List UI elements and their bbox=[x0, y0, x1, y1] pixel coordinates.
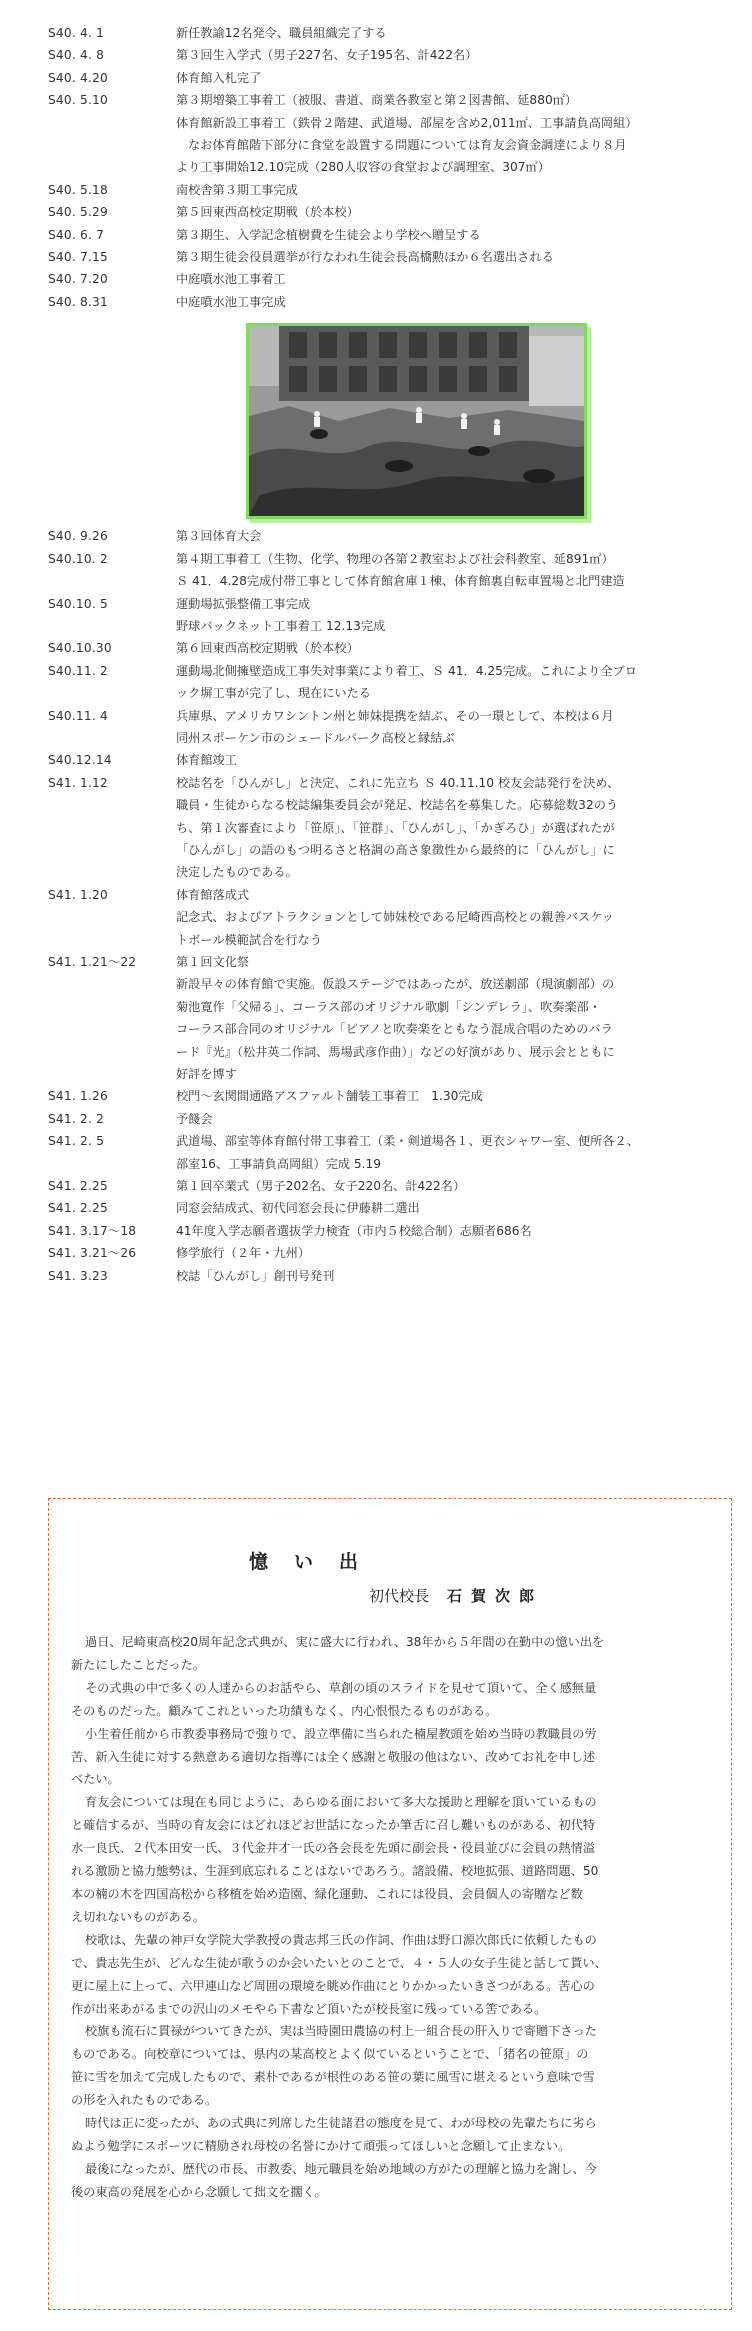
construction-photo bbox=[246, 323, 587, 519]
timeline-entry bbox=[48, 951, 738, 1085]
timeline-entry bbox=[48, 268, 738, 290]
timeline-date: S41. 3.17〜18 bbox=[48, 1223, 137, 1238]
timeline-text-line: 同窓会結成式、初代同窓会長に伊藤耕二選出 bbox=[176, 1201, 420, 1216]
author-role: 初代校長 bbox=[369, 1587, 430, 1605]
timeline-text bbox=[176, 201, 738, 223]
timeline-text bbox=[176, 224, 738, 246]
timeline-date: S40.11. 2 bbox=[48, 663, 108, 678]
timeline-text-line: 第３期生、入学記念植樹費を生徒会より学校へ贈呈する bbox=[176, 227, 481, 242]
memoir-line: え切れないものがある。 bbox=[71, 1909, 206, 1924]
timeline-entry bbox=[48, 1242, 738, 1264]
timeline-text-line: 41年度入学志願者選抜学力検査（市内５校総合制）志願者686名 bbox=[176, 1223, 532, 1238]
timeline-entry bbox=[48, 884, 738, 951]
memoir-line: その式典の中で多くの人達からのお話やら、草創の頃のスライドを見せて頂いて、全く感無量 bbox=[85, 1680, 597, 1695]
memoir-line: と確信するが、当時の育友会にはどれほどお世話になったか筆舌に召し難いものがある、初代特 bbox=[71, 1818, 596, 1833]
timeline-text-line: 体育館新設工事着工（鉄骨２階建、武道場、部屋を含め2,011㎡、工事請負高岡組） bbox=[176, 115, 638, 130]
timeline-entry bbox=[48, 89, 738, 179]
timeline-text-line: 職員・生徒からなる校誌編集委員会が発足、校誌名を募集した。応募総数32のう bbox=[176, 798, 619, 813]
timeline-text bbox=[176, 1108, 738, 1130]
timeline-text-line: より工事開始12.10完成（280人収容の食堂および調理室、307㎡） bbox=[176, 160, 550, 175]
timeline-text-line: ち、第１次審査により「笹原」、「笹群」、「ひんがし」、「かぎろひ」が選ばれたが bbox=[176, 820, 615, 835]
timeline-entry bbox=[48, 1130, 738, 1175]
timeline-text-line: 運動場拡張整備工事完成 bbox=[176, 596, 311, 611]
timeline-entry bbox=[48, 67, 738, 89]
memoir-line: べたい。 bbox=[71, 1772, 120, 1787]
memoir-body bbox=[71, 1631, 716, 2204]
timeline-text-line: トボール模範試合を行なう bbox=[176, 932, 323, 947]
timeline-text bbox=[176, 593, 738, 638]
memoir-line: 水一良氏、２代本田安一氏、３代金井才一氏の各会長を先頭に副会長・役員並びに会員の熱情溢 bbox=[71, 1841, 596, 1856]
timeline-entry bbox=[48, 749, 738, 771]
timeline-text-line: 野球バックネット工事着工 12.13完成 bbox=[176, 618, 386, 633]
timeline-text bbox=[176, 67, 738, 89]
timeline-text bbox=[176, 1085, 738, 1107]
timeline-text-line: ード『光』（松井英二作詞、馬場武彦作曲）」などの好演があり、展示会とともに bbox=[176, 1044, 615, 1059]
timeline-text bbox=[176, 548, 738, 593]
timeline-text-line: 新任教諭12名発令、職員組織完了する bbox=[176, 26, 387, 40]
memoir-line: 更に屋上に上って、六甲連山など周囲の環境を眺め作曲にとりかかったいきさつがある。苦心の bbox=[71, 1978, 595, 1993]
memoir-line: 苦、新入生徒に対する熱意ある適切な指導には全く感謝と敬服の他はない、改めてお礼を申し述 bbox=[71, 1749, 596, 1764]
timeline-date: S41. 2.25 bbox=[48, 1179, 108, 1194]
timeline-text bbox=[176, 660, 738, 705]
timeline-text-line: 同州スポーケン市のシェードルパーク高校と縁結ぶ bbox=[176, 730, 455, 745]
timeline-date: S40.10.30 bbox=[48, 641, 112, 656]
timeline-text bbox=[176, 1197, 738, 1219]
timeline-text bbox=[176, 749, 738, 771]
timeline-text bbox=[176, 1242, 738, 1264]
memoir-line: 校歌は、先輩の神戸女学院大学教授の貴志邦三氏の作詞、作曲は野口源次郎氏に依頼したもの bbox=[85, 1932, 597, 1947]
timeline-entry bbox=[48, 291, 738, 313]
timeline-text-line: 第５回東西高校定期戦（於本校） bbox=[176, 205, 359, 220]
timeline-entry bbox=[48, 637, 738, 659]
timeline-text-line: 体育館落成式 bbox=[176, 887, 250, 902]
timeline-text-line: 運動場北側擁壁造成工事失対事業により着工、Ｓ 41．4.25完成。これにより全ブロ bbox=[176, 663, 637, 678]
timeline-date: S41. 1.12 bbox=[48, 775, 108, 790]
timeline-text-line: 中庭噴水池工事完成 bbox=[176, 294, 286, 309]
timeline-date: S41. 3.21〜26 bbox=[48, 1246, 137, 1261]
timeline-entry bbox=[48, 660, 738, 705]
timeline-entry bbox=[48, 201, 738, 223]
timeline-entry bbox=[48, 1175, 738, 1197]
timeline-entry bbox=[48, 22, 738, 44]
timeline-entry bbox=[48, 179, 738, 201]
timeline-text-line: 校門〜玄関間通路アスファルト舗装工事着工 1.30完成 bbox=[176, 1089, 483, 1104]
timeline-text-line: 南校舎第３期工事完成 bbox=[176, 182, 298, 197]
timeline-text-line: Ｓ 41．4.28完成付帯工事として体育館倉庫１棟、体育館裏自転車置場と北門建造 bbox=[176, 574, 625, 589]
timeline-date: S40. 5.18 bbox=[48, 182, 108, 197]
timeline-entry bbox=[48, 548, 738, 593]
timeline-text-line: なお体育館階下部分に食堂を設置する問題については育友会資金調達により８月 bbox=[188, 138, 627, 153]
timeline-date: S40. 8.31 bbox=[48, 294, 108, 309]
timeline-text bbox=[176, 951, 738, 1085]
timeline-date: S40.11. 4 bbox=[48, 708, 108, 723]
timeline-entry bbox=[48, 44, 738, 66]
timeline-text bbox=[176, 637, 738, 659]
timeline-date: S40. 4.20 bbox=[48, 70, 108, 85]
timeline-date: S41. 1.20 bbox=[48, 887, 108, 902]
history-timeline bbox=[48, 22, 738, 1287]
timeline-text-line: 第１回卒業式（男子202名、女子220名、計422名） bbox=[176, 1179, 466, 1194]
memoir-line: 本の楠の木を四国高松から移植を始め造園、緑化運動、これには役員、会員個人の寄贈など数 bbox=[71, 1886, 583, 1901]
timeline-date: S40.10. 2 bbox=[48, 551, 108, 566]
timeline-text bbox=[176, 246, 738, 268]
memoir-line: で、貴志先生が、どんな生徒が歌うのか会いたいとのことで、４・５人の女子生徒と話して貰い、 bbox=[71, 1955, 607, 1970]
memoir-line: れる激励と協力態勢は、生涯到底忘れることはないであろう。諸設備、校地拡張、道路問題、50 bbox=[71, 1864, 599, 1879]
timeline-text bbox=[176, 1265, 738, 1287]
timeline-date: S40. 5.29 bbox=[48, 205, 108, 220]
memoir-line: 笹に雪を加えて完成したもので、素朴であるが根性のある笹の葉に風雪に堪えるという意味で雪 bbox=[71, 2070, 595, 2085]
timeline-text bbox=[176, 179, 738, 201]
timeline-text bbox=[176, 525, 738, 547]
timeline-text-line: 校誌「ひんがし」創刊号発刊 bbox=[176, 1268, 335, 1283]
timeline-date: S41. 1.26 bbox=[48, 1089, 108, 1104]
timeline-entry bbox=[48, 1085, 738, 1107]
timeline-text bbox=[176, 268, 738, 290]
timeline-text-line: 兵庫県、アメリカワシントン州と姉妹提携を結ぶ、その一環として、本校は６月 bbox=[176, 708, 614, 723]
timeline-text bbox=[176, 1130, 738, 1175]
memoir-line: 時代は正に変ったが、あの式典に列席した生徒諸君の態度を見て、わが母校の先輩たちに劣ら bbox=[85, 2116, 597, 2131]
timeline-text bbox=[176, 44, 738, 66]
memoir-box bbox=[48, 1498, 732, 2310]
timeline-text-line: 中庭噴水池工事着工 bbox=[176, 272, 286, 287]
timeline-text bbox=[176, 22, 738, 44]
timeline-text-line: コーラス部合同のオリジナル「ピアノと吹奏楽をともなう混成合唱のためのバラ bbox=[176, 1022, 613, 1037]
timeline-date: S40. 9.26 bbox=[48, 529, 108, 544]
memoir-line: ぬよう勉学にスポーツに精励され母校の名誉にかけて頑張ってほしいと念願して止まない。 bbox=[71, 2138, 571, 2153]
timeline-text bbox=[176, 291, 738, 313]
memoir-title: 憶い出 bbox=[249, 1551, 385, 1573]
timeline-entry bbox=[48, 772, 738, 884]
timeline-entry bbox=[48, 224, 738, 246]
timeline-text-line: ック塀工事が完了し、現在にいたる bbox=[176, 686, 371, 701]
timeline-text-line: 記念式、およびアトラクションとして姉妹校である尼崎西高校との親善バスケッ bbox=[176, 910, 614, 925]
memoir-author bbox=[369, 1585, 543, 1606]
memoir-line: 過日、尼崎東高校20周年記念式典が、実に盛大に行われ、38年から５年間の在勤中の憶い出を bbox=[85, 1635, 605, 1649]
timeline-entry bbox=[48, 1265, 738, 1287]
memoir-line: 作が出来あがるまでの沢山のメモやら下書など頂いたが校長室に残っている筈である。 bbox=[71, 2001, 547, 2016]
timeline-text bbox=[176, 705, 738, 750]
timeline-text-line: 予餞会 bbox=[176, 1111, 213, 1126]
timeline-date: S41. 2.25 bbox=[48, 1201, 108, 1216]
timeline-text-line: 部室16、工事請負高岡組）完成 5.19 bbox=[176, 1156, 381, 1171]
timeline-text-line: 新設早々の体育館で実施。仮設ステージではあったが、放送劇部（現演劇部）の bbox=[176, 977, 615, 992]
memoir-line: 校旗も流石に貫禄がついてきたが、実は当時園田農協の村上一組合長の肝入りで寄贈下さった bbox=[85, 2024, 597, 2039]
timeline-entry bbox=[48, 1197, 738, 1219]
timeline-text-line: 校誌名を「ひんがし」と決定、これに先立ち Ｓ 40.11.10 校友会誌発行を決め、 bbox=[176, 775, 620, 790]
memoir-line: 最後になったが、歴代の市長、市教委、地元職員を始め地域の方がたの理解と協力を謝し、今 bbox=[85, 2161, 597, 2176]
timeline-date: S41. 2. 2 bbox=[48, 1111, 105, 1126]
timeline-text-line: 修学旅行（２年・九州） bbox=[176, 1246, 311, 1261]
timeline-text-line: 好評を博す bbox=[176, 1067, 237, 1082]
memoir-line: 小生着任前から市教委事務局で強りで、設立準備に当られた楠屋教頭を始め当時の教職員の労 bbox=[85, 1726, 597, 1741]
timeline-text-line: 第３期生徒会役員選挙が行なわれ生徒会長高橋勲ほか６名選出される bbox=[176, 250, 554, 265]
timeline-date: S40. 6. 7 bbox=[48, 227, 105, 242]
timeline-text-line: 第３回体育大会 bbox=[176, 529, 262, 544]
timeline-date: S40. 7.15 bbox=[48, 250, 108, 265]
timeline-text-line: 体育館竣工 bbox=[176, 753, 237, 768]
timeline-text-line: 体育館入札完了 bbox=[176, 70, 262, 85]
timeline-text-line: 第３期増築工事着工（被服、書道、商業各教室と第２図書館、延880㎡） bbox=[176, 93, 578, 108]
memoir-line: 後の東高の発展を心から念願して拙文を擱く。 bbox=[71, 2184, 327, 2199]
timeline-text-line: 第３回生入学式（男子227名、女子195名、計422名） bbox=[176, 48, 478, 63]
timeline-text-line: 「ひんがし」の語のもつ明るさと格調の高さ象徴性から最終的に「ひんがし」に bbox=[176, 842, 615, 857]
timeline-text-line: 決定したものである。 bbox=[176, 865, 298, 880]
timeline-text bbox=[176, 1175, 738, 1197]
memoir-line: 育友会については現在も同じように、あらゆる面において多大な援助と理解を頂いているもの bbox=[85, 1795, 597, 1810]
memoir-line: 新たにしたことだった。 bbox=[71, 1657, 206, 1672]
memoir-line: の形を入れたものである。 bbox=[71, 2093, 218, 2108]
timeline-entry bbox=[48, 1220, 738, 1242]
timeline-date: S40. 4. 8 bbox=[48, 48, 105, 63]
timeline-entry bbox=[48, 593, 738, 638]
timeline-date: S40.10. 5 bbox=[48, 596, 108, 611]
timeline-text-line: 武道場、部室等体育館付帯工事着工（柔・剣道場各１、更衣シャワー室、便所各２、 bbox=[176, 1134, 639, 1149]
timeline-text bbox=[176, 772, 738, 884]
timeline-date: S41. 1.21〜22 bbox=[48, 955, 137, 969]
timeline-entry bbox=[48, 246, 738, 268]
memoir-line: そのものだった。顧みてこれといった功績もなく、内心恨恨たるものがある。 bbox=[71, 1703, 498, 1718]
timeline-entry bbox=[48, 525, 738, 547]
timeline-date: S40. 4. 1 bbox=[48, 26, 105, 40]
timeline-date: S40. 5.10 bbox=[48, 93, 108, 108]
timeline-date: S40. 7.20 bbox=[48, 272, 108, 287]
timeline-text-line: 第４期工事着工（生物、化学、物理の各第２教室および社会科教室、延891㎡） bbox=[176, 551, 614, 566]
timeline-entry bbox=[48, 705, 738, 750]
timeline-text bbox=[176, 89, 738, 179]
timeline-text-line: 第１回文化祭 bbox=[176, 955, 250, 969]
construction-site-image bbox=[249, 326, 584, 516]
timeline-text-line: 第６回東西高校定期戦（於本校） bbox=[176, 641, 359, 656]
timeline-date: S41. 3.23 bbox=[48, 1268, 108, 1283]
memoir-line: ものである。向校章については、県内の某高校とよく似ているということで、「猪名の笹原」の bbox=[71, 2047, 589, 2062]
timeline-text bbox=[176, 884, 738, 951]
author-name: 石賀次郎 bbox=[447, 1587, 544, 1605]
timeline-entry bbox=[48, 1108, 738, 1130]
timeline-date: S41. 2. 5 bbox=[48, 1134, 105, 1149]
timeline-date: S40.12.14 bbox=[48, 753, 112, 768]
timeline-text bbox=[176, 1220, 738, 1242]
timeline-text-line: 菊池寛作「父帰る」、コーラス部のオリジナル歌劇「シンデレラ」、吹奏楽部・ bbox=[176, 999, 602, 1014]
